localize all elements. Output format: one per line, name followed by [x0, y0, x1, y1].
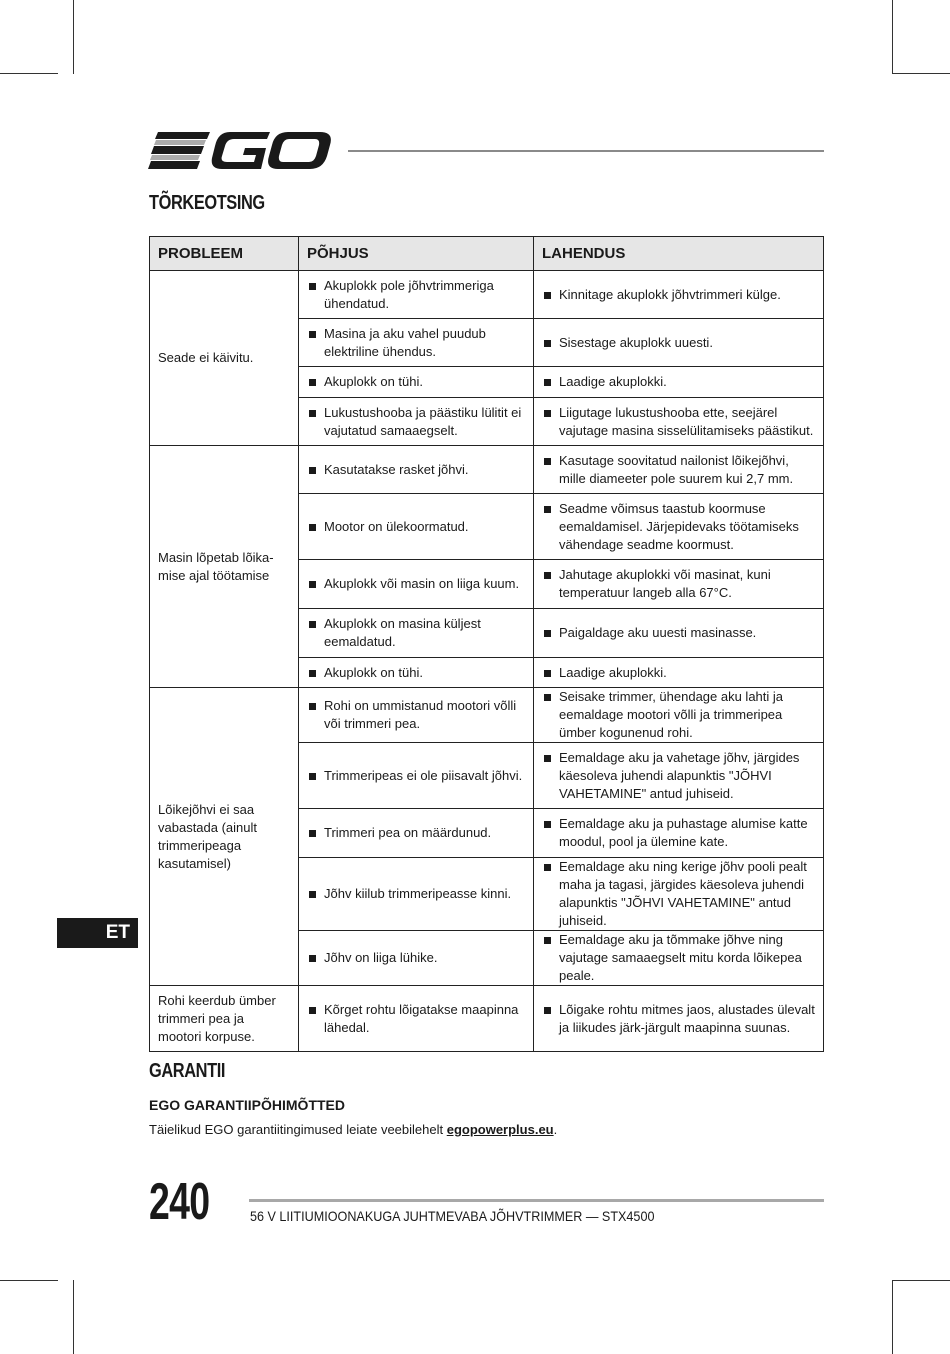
solution-text: Eemaldage aku ja puhastage alumise katte moodul, pool ja ülemine kate. — [559, 816, 808, 849]
cause-text: Jõhv kiilub trimmeripeasse kinni. — [324, 886, 512, 901]
cause-cell — [299, 319, 534, 367]
cause-text: Akuplokk on tühi. — [324, 664, 424, 680]
header-rule — [348, 150, 824, 152]
bullet-square-icon — [309, 283, 316, 290]
cause-cell — [299, 809, 534, 858]
language-tab: ET — [57, 918, 138, 948]
bullet-square-icon — [309, 703, 316, 710]
section-title-warranty: GARANTII — [149, 1060, 225, 1082]
bullet-square-icon — [309, 410, 316, 417]
crop-mark — [0, 73, 58, 74]
crop-mark — [73, 0, 74, 74]
solution-cell — [534, 560, 824, 609]
bullet-square-icon — [309, 670, 316, 677]
bullet-square-icon — [309, 581, 316, 588]
cause-cell — [299, 494, 534, 560]
footer-rule — [249, 1199, 824, 1202]
cause-cell — [299, 658, 534, 688]
cause-text: Lukustushooba ja päästiku lülitit ei vajutatud samaaegselt. — [324, 404, 522, 438]
crop-mark — [892, 1280, 893, 1354]
solution-cell — [534, 688, 824, 743]
table-row — [150, 688, 824, 743]
bullet-square-icon — [309, 621, 316, 628]
bullet-square-icon — [309, 773, 316, 780]
bullet-square-icon — [544, 937, 551, 944]
bullet-square-icon — [309, 830, 316, 837]
bullet-square-icon — [544, 410, 551, 417]
solution-cell — [534, 609, 824, 658]
cause-cell — [299, 858, 534, 931]
solution-text: Eemaldage aku ja vahetage jõhv, järgides käesoleva juhendi alapunktis "JÕHVI VAHETAMINE" antud juhiseid. — [559, 749, 800, 801]
bullet-square-icon — [309, 331, 316, 338]
bullet-square-icon — [544, 755, 551, 762]
cause-text: Jõhv on liiga lühike. — [324, 950, 438, 965]
bullet-square-icon — [544, 292, 551, 299]
table-row — [150, 986, 824, 1052]
table-header-row — [150, 237, 824, 271]
solution-cell — [534, 986, 824, 1052]
cause-cell — [299, 743, 534, 809]
column-header-cause: PÕHJUS — [299, 237, 534, 271]
solution-text: Lõigake rohtu mitmes jaos, alustades ülevalt ja liikudes järk-järgult maapinna suunas. — [559, 1001, 815, 1035]
table-row — [150, 271, 824, 319]
cause-text: Rohi on ummistanud mootori võlli või trimmeri pea. — [324, 698, 517, 731]
solution-cell — [534, 494, 824, 560]
solution-text: Eemaldage aku ja tõmmake jõhve ning vajutage samaaegselt mitu korda lõikepea peale. — [559, 932, 802, 983]
cause-text: Mootor on ülekoormatud. — [324, 518, 469, 534]
bullet-square-icon — [309, 891, 316, 898]
cause-text: Akuplokk pole jõhvtrimmeriga ühendatud. — [324, 277, 494, 311]
cause-cell — [299, 560, 534, 609]
bullet-square-icon — [309, 1007, 316, 1014]
bullet-square-icon — [309, 955, 316, 962]
ego-logo — [148, 128, 333, 174]
solution-text: Laadige akuplokki. — [559, 664, 667, 680]
solution-cell — [534, 319, 824, 367]
cause-cell — [299, 609, 534, 658]
bullet-square-icon — [544, 694, 551, 701]
solution-text: Paigaldage aku uuesti masinasse. — [559, 625, 757, 640]
solution-text: Eemaldage aku ning kerige jõhv pooli pealt maha ja tagasi, järgides käesoleva juhendi alapunktis "JÕHVI VAHETAMINE" antud juhiseid. — [559, 859, 807, 928]
bullet-square-icon — [544, 379, 551, 386]
problem-cell: Seade ei käivitu. — [150, 271, 299, 446]
cause-cell — [299, 986, 534, 1052]
cause-cell — [299, 931, 534, 986]
warranty-text-end: . — [553, 1122, 558, 1137]
solution-cell — [534, 809, 824, 858]
troubleshooting-table — [149, 236, 824, 1052]
crop-mark — [892, 0, 893, 74]
solution-text: Seisake trimmer, ühendage aku lahti ja eemaldage mootori võlli ja trimmeripea ümber kogunenud rohi. — [559, 689, 784, 740]
solution-cell — [534, 446, 824, 494]
crop-mark — [892, 73, 950, 74]
solution-cell — [534, 658, 824, 688]
solution-cell — [534, 367, 824, 398]
solution-text: Laadige akuplokki. — [559, 374, 667, 389]
solution-cell — [534, 931, 824, 986]
bullet-square-icon — [544, 670, 551, 677]
bullet-square-icon — [309, 379, 316, 386]
bullet-square-icon — [544, 821, 551, 828]
cause-cell — [299, 688, 534, 743]
solution-text: Kasutage soovitatud nailonist lõikejõhvi, mille diameeter pole suurem kui 2,7 mm. — [559, 452, 794, 486]
warranty-subtitle: EGO GARANTIIPÕHIMÕTTED — [149, 1097, 345, 1113]
bullet-square-icon — [544, 572, 551, 579]
bullet-square-icon — [544, 630, 551, 637]
bullet-square-icon — [309, 524, 316, 531]
cause-text: Kasutatakse rasket jõhvi. — [324, 461, 469, 477]
bullet-square-icon — [544, 506, 551, 513]
column-header-problem: PROBLEEM — [150, 237, 299, 271]
warranty-text — [149, 1122, 557, 1137]
cause-cell — [299, 398, 534, 446]
problem-cell: Lõikejõhvi ei saa vabastada (ainult trimmeripeaga kasutamisel) — [150, 688, 299, 986]
solution-text: Jahutage akuplokki või masinat, kuni temperatuur langeb alla 67°C. — [559, 567, 771, 600]
crop-mark — [892, 1280, 950, 1281]
cause-text: Kõrget rohtu lõigatakse maapinna lähedal. — [324, 1001, 519, 1035]
solution-text: Sisestage akuplokk uuesti. — [559, 334, 713, 350]
solution-text: Kinnitage akuplokk jõhvtrimmeri külge. — [559, 286, 781, 302]
cause-cell — [299, 271, 534, 319]
section-title-troubleshooting: TÕRKEOTSING — [149, 192, 265, 214]
crop-mark — [73, 1280, 74, 1354]
solution-cell — [534, 743, 824, 809]
page-number: 240 — [149, 1173, 210, 1231]
solution-cell — [534, 398, 824, 446]
problem-cell: Rohi keerdub ümber trimmeri pea ja mootori korpuse. — [150, 986, 299, 1052]
cause-text: Akuplokk on masina küljest eemaldatud. — [324, 616, 481, 649]
cause-text: Akuplokk on tühi. — [324, 374, 424, 389]
cause-text: Masina ja aku vahel puudub elektriline ühendus. — [324, 325, 486, 359]
column-header-solution: LAHENDUS — [534, 237, 824, 271]
cause-text: Trimmeripeas ei ole piisavalt jõhvi. — [324, 767, 523, 783]
cause-text: Akuplokk või masin on liiga kuum. — [324, 576, 520, 591]
bullet-square-icon — [544, 864, 551, 871]
table-row — [150, 446, 824, 494]
cause-cell — [299, 446, 534, 494]
solution-text: Seadme võimsus taastub koormuse eemaldamisel. Järjepidevaks töötamiseks vähendage seadme koormust. — [559, 500, 799, 552]
solution-text: Liigutage lukustushooba ette, seejärel vajutage masina sisselülitamiseks päästikut. — [559, 404, 814, 438]
bullet-square-icon — [544, 458, 551, 465]
footer-product-title: 56 V LIITIUMIOONAKUGA JUHTMEVABA JÕHVTRIMMER — STX4500 — [250, 1208, 655, 1224]
crop-mark — [0, 1280, 58, 1281]
cause-cell — [299, 367, 534, 398]
solution-cell — [534, 858, 824, 931]
warranty-link[interactable]: egopowerplus.eu — [446, 1122, 554, 1137]
bullet-square-icon — [544, 340, 551, 347]
bullet-square-icon — [309, 467, 316, 474]
solution-cell — [534, 271, 824, 319]
problem-cell: Masin lõpetab lõika-mise ajal töötamise — [150, 446, 299, 688]
warranty-text-body: Täielikud EGO garantiitingimused leiate veebilehelt — [149, 1122, 447, 1137]
bullet-square-icon — [544, 1007, 551, 1014]
cause-text: Trimmeri pea on määrdunud. — [324, 825, 492, 840]
